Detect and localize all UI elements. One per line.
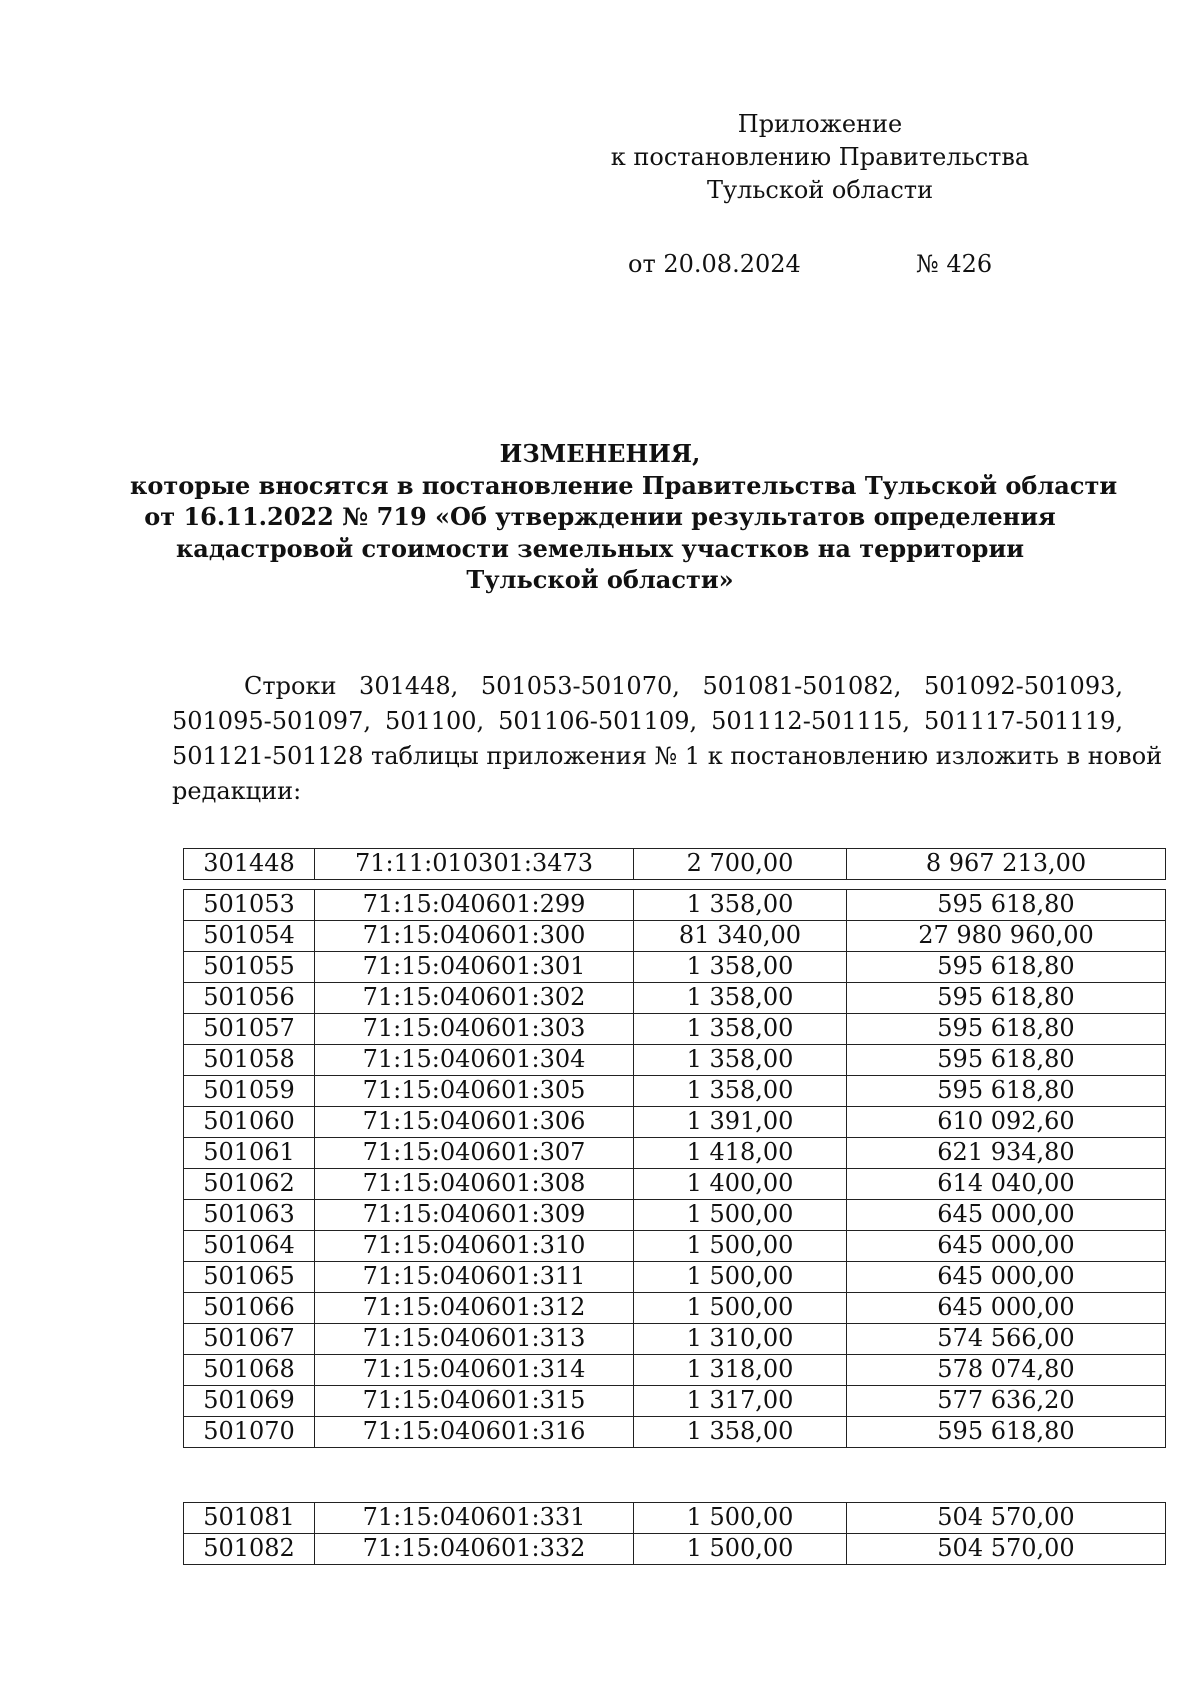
- area-cell: 1 500,00: [634, 1262, 847, 1293]
- row-number-cell: 501060: [184, 1107, 315, 1138]
- cadastral-value-cell: 595 618,80: [847, 1076, 1166, 1107]
- area-cell: 2 700,00: [634, 849, 847, 880]
- cadastral-number-cell: 71:15:040601:303: [315, 1014, 634, 1045]
- table-row: [184, 1014, 1166, 1045]
- area-cell: 1 500,00: [634, 1503, 847, 1534]
- table-row: [184, 1231, 1166, 1262]
- row-number-cell: 501067: [184, 1324, 315, 1355]
- row-number-cell: 501057: [184, 1014, 315, 1045]
- cadastral-number-cell: 71:15:040601:300: [315, 921, 634, 952]
- area-cell: 1 500,00: [634, 1231, 847, 1262]
- row-number-cell: 501065: [184, 1262, 315, 1293]
- cadastral-value-cell: 27 980 960,00: [847, 921, 1166, 952]
- table-row: [184, 1534, 1166, 1565]
- table-row: [184, 1293, 1166, 1324]
- title-line: Тульской области»: [466, 565, 734, 594]
- cadastral-value-cell: 8 967 213,00: [847, 849, 1166, 880]
- cadastral-number-cell: 71:15:040601:304: [315, 1045, 634, 1076]
- table-row: [184, 890, 1166, 921]
- row-number-cell: 501058: [184, 1045, 315, 1076]
- cadastral-value-cell: 574 566,00: [847, 1324, 1166, 1355]
- cadastral-number-cell: 71:15:040601:331: [315, 1503, 634, 1534]
- cadastral-number-cell: 71:15:040601:316: [315, 1417, 634, 1448]
- cadastral-value-cell: 645 000,00: [847, 1231, 1166, 1262]
- row-number-cell: 501068: [184, 1355, 315, 1386]
- cadastral-number-cell: 71:15:040601:312: [315, 1293, 634, 1324]
- area-cell: 1 500,00: [634, 1293, 847, 1324]
- area-cell: 1 400,00: [634, 1169, 847, 1200]
- document-number: № 426: [916, 250, 993, 278]
- area-cell: 1 500,00: [634, 1534, 847, 1565]
- row-number-cell: 501069: [184, 1386, 315, 1417]
- cadastral-value-cell: 577 636,20: [847, 1386, 1166, 1417]
- cadastral-number-cell: 71:15:040601:305: [315, 1076, 634, 1107]
- cadastral-number-cell: 71:15:040601:315: [315, 1386, 634, 1417]
- appendix-line: Приложение: [737, 110, 903, 138]
- area-cell: 1 358,00: [634, 983, 847, 1014]
- cadastral-value-cell: 595 618,80: [847, 983, 1166, 1014]
- title-line: кадастровой стоимости земельных участков на территории: [175, 533, 1025, 563]
- cadastral-value-cell: 645 000,00: [847, 1262, 1166, 1293]
- table-row: [184, 983, 1166, 1014]
- cadastral-number-cell: 71:15:040601:299: [315, 890, 634, 921]
- table-row: [184, 1045, 1166, 1076]
- table-row: [184, 1076, 1166, 1107]
- table-row: [184, 952, 1166, 983]
- cadastral-value-cell: 595 618,80: [847, 1417, 1166, 1448]
- cadastral-value-cell: 645 000,00: [847, 1293, 1166, 1324]
- row-number-cell: 501054: [184, 921, 315, 952]
- cadastral-number-cell: 71:15:040601:309: [315, 1200, 634, 1231]
- table-row: [184, 849, 1166, 880]
- row-number-cell: 501070: [184, 1417, 315, 1448]
- cadastral-value-cell: 595 618,80: [847, 890, 1166, 921]
- cadastral-value-cell: 595 618,80: [847, 952, 1166, 983]
- appendix-header: [600, 108, 1040, 207]
- table-row: [184, 1355, 1166, 1386]
- cadastre-table-2: [183, 889, 1166, 1448]
- cadastral-number-cell: 71:11:010301:3473: [315, 849, 634, 880]
- area-cell: 1 391,00: [634, 1107, 847, 1138]
- row-number-cell: 501062: [184, 1169, 315, 1200]
- cadastral-value-cell: 621 934,80: [847, 1138, 1166, 1169]
- area-cell: 1 500,00: [634, 1200, 847, 1231]
- row-number-cell: 501082: [184, 1534, 315, 1565]
- row-number-cell: 501056: [184, 983, 315, 1014]
- cadastral-value-cell: 504 570,00: [847, 1534, 1166, 1565]
- table-row: [184, 1200, 1166, 1231]
- area-cell: 1 358,00: [634, 952, 847, 983]
- area-cell: 1 318,00: [634, 1355, 847, 1386]
- row-number-cell: 501061: [184, 1138, 315, 1169]
- cadastral-number-cell: 71:15:040601:311: [315, 1262, 634, 1293]
- area-cell: 1 358,00: [634, 1076, 847, 1107]
- cadastral-number-cell: 71:15:040601:307: [315, 1138, 634, 1169]
- row-number-cell: 501055: [184, 952, 315, 983]
- cadastral-number-cell: 71:15:040601:310: [315, 1231, 634, 1262]
- cadastral-value-cell: 645 000,00: [847, 1200, 1166, 1231]
- cadastral-number-cell: 71:15:040601:302: [315, 983, 634, 1014]
- area-cell: 1 358,00: [634, 1014, 847, 1045]
- title-line: от 16.11.2022 № 719 «Об утверждении результатов определения: [144, 502, 1056, 531]
- cadastral-value-cell: 614 040,00: [847, 1169, 1166, 1200]
- cadastral-value-cell: 578 074,80: [847, 1355, 1166, 1386]
- cadastral-value-cell: 595 618,80: [847, 1045, 1166, 1076]
- cadastral-number-cell: 71:15:040601:306: [315, 1107, 634, 1138]
- cadastral-number-cell: 71:15:040601:332: [315, 1534, 634, 1565]
- row-number-cell: 501063: [184, 1200, 315, 1231]
- cadastre-table-1: [183, 848, 1166, 880]
- row-number-cell: 301448: [184, 849, 315, 880]
- title-line: которые вносятся в постановление Правительства Тульской области: [130, 470, 1118, 500]
- intro-line: Строки 301448, 501053-501070, 501081-501082, 501092-501093,: [244, 672, 1123, 700]
- area-cell: 1 358,00: [634, 1045, 847, 1076]
- document-date: от 20.08.2024: [628, 250, 801, 278]
- cadastral-number-cell: 71:15:040601:314: [315, 1355, 634, 1386]
- table-row: [184, 1503, 1166, 1534]
- area-cell: 1 358,00: [634, 890, 847, 921]
- area-cell: 1 418,00: [634, 1138, 847, 1169]
- title-line: ИЗМЕНЕНИЯ,: [499, 439, 701, 468]
- area-cell: 1 310,00: [634, 1324, 847, 1355]
- row-number-cell: 501064: [184, 1231, 315, 1262]
- area-cell: 81 340,00: [634, 921, 847, 952]
- table-row: [184, 1107, 1166, 1138]
- table-row: [184, 1138, 1166, 1169]
- table-row: [184, 921, 1166, 952]
- row-number-cell: 501053: [184, 890, 315, 921]
- intro-paragraph: [172, 669, 1163, 809]
- row-number-cell: 501081: [184, 1503, 315, 1534]
- row-number-cell: 501059: [184, 1076, 315, 1107]
- cadastral-value-cell: 610 092,60: [847, 1107, 1166, 1138]
- cadastral-value-cell: 595 618,80: [847, 1014, 1166, 1045]
- area-cell: 1 317,00: [634, 1386, 847, 1417]
- table-row: [184, 1262, 1166, 1293]
- intro-line: 501095-501097, 501100, 501106-501109, 501112-501115, 501117-501119,: [172, 707, 1123, 735]
- cadastral-number-cell: 71:15:040601:301: [315, 952, 634, 983]
- intro-line: редакции:: [172, 777, 302, 805]
- table-row: [184, 1169, 1166, 1200]
- cadastre-table-3: [183, 1502, 1166, 1565]
- cadastral-value-cell: 504 570,00: [847, 1503, 1166, 1534]
- row-number-cell: 501066: [184, 1293, 315, 1324]
- table-row: [184, 1417, 1166, 1448]
- table-row: [184, 1324, 1166, 1355]
- cadastral-number-cell: 71:15:040601:308: [315, 1169, 634, 1200]
- area-cell: 1 358,00: [634, 1417, 847, 1448]
- appendix-line: Тульской области: [706, 176, 934, 204]
- cadastral-number-cell: 71:15:040601:313: [315, 1324, 634, 1355]
- intro-line: 501121-501128 таблицы приложения № 1 к постановлению изложить в новой: [172, 742, 1163, 770]
- document-title: [130, 438, 1118, 596]
- table-row: [184, 1386, 1166, 1417]
- appendix-line: к постановлению Правительства: [610, 143, 1030, 171]
